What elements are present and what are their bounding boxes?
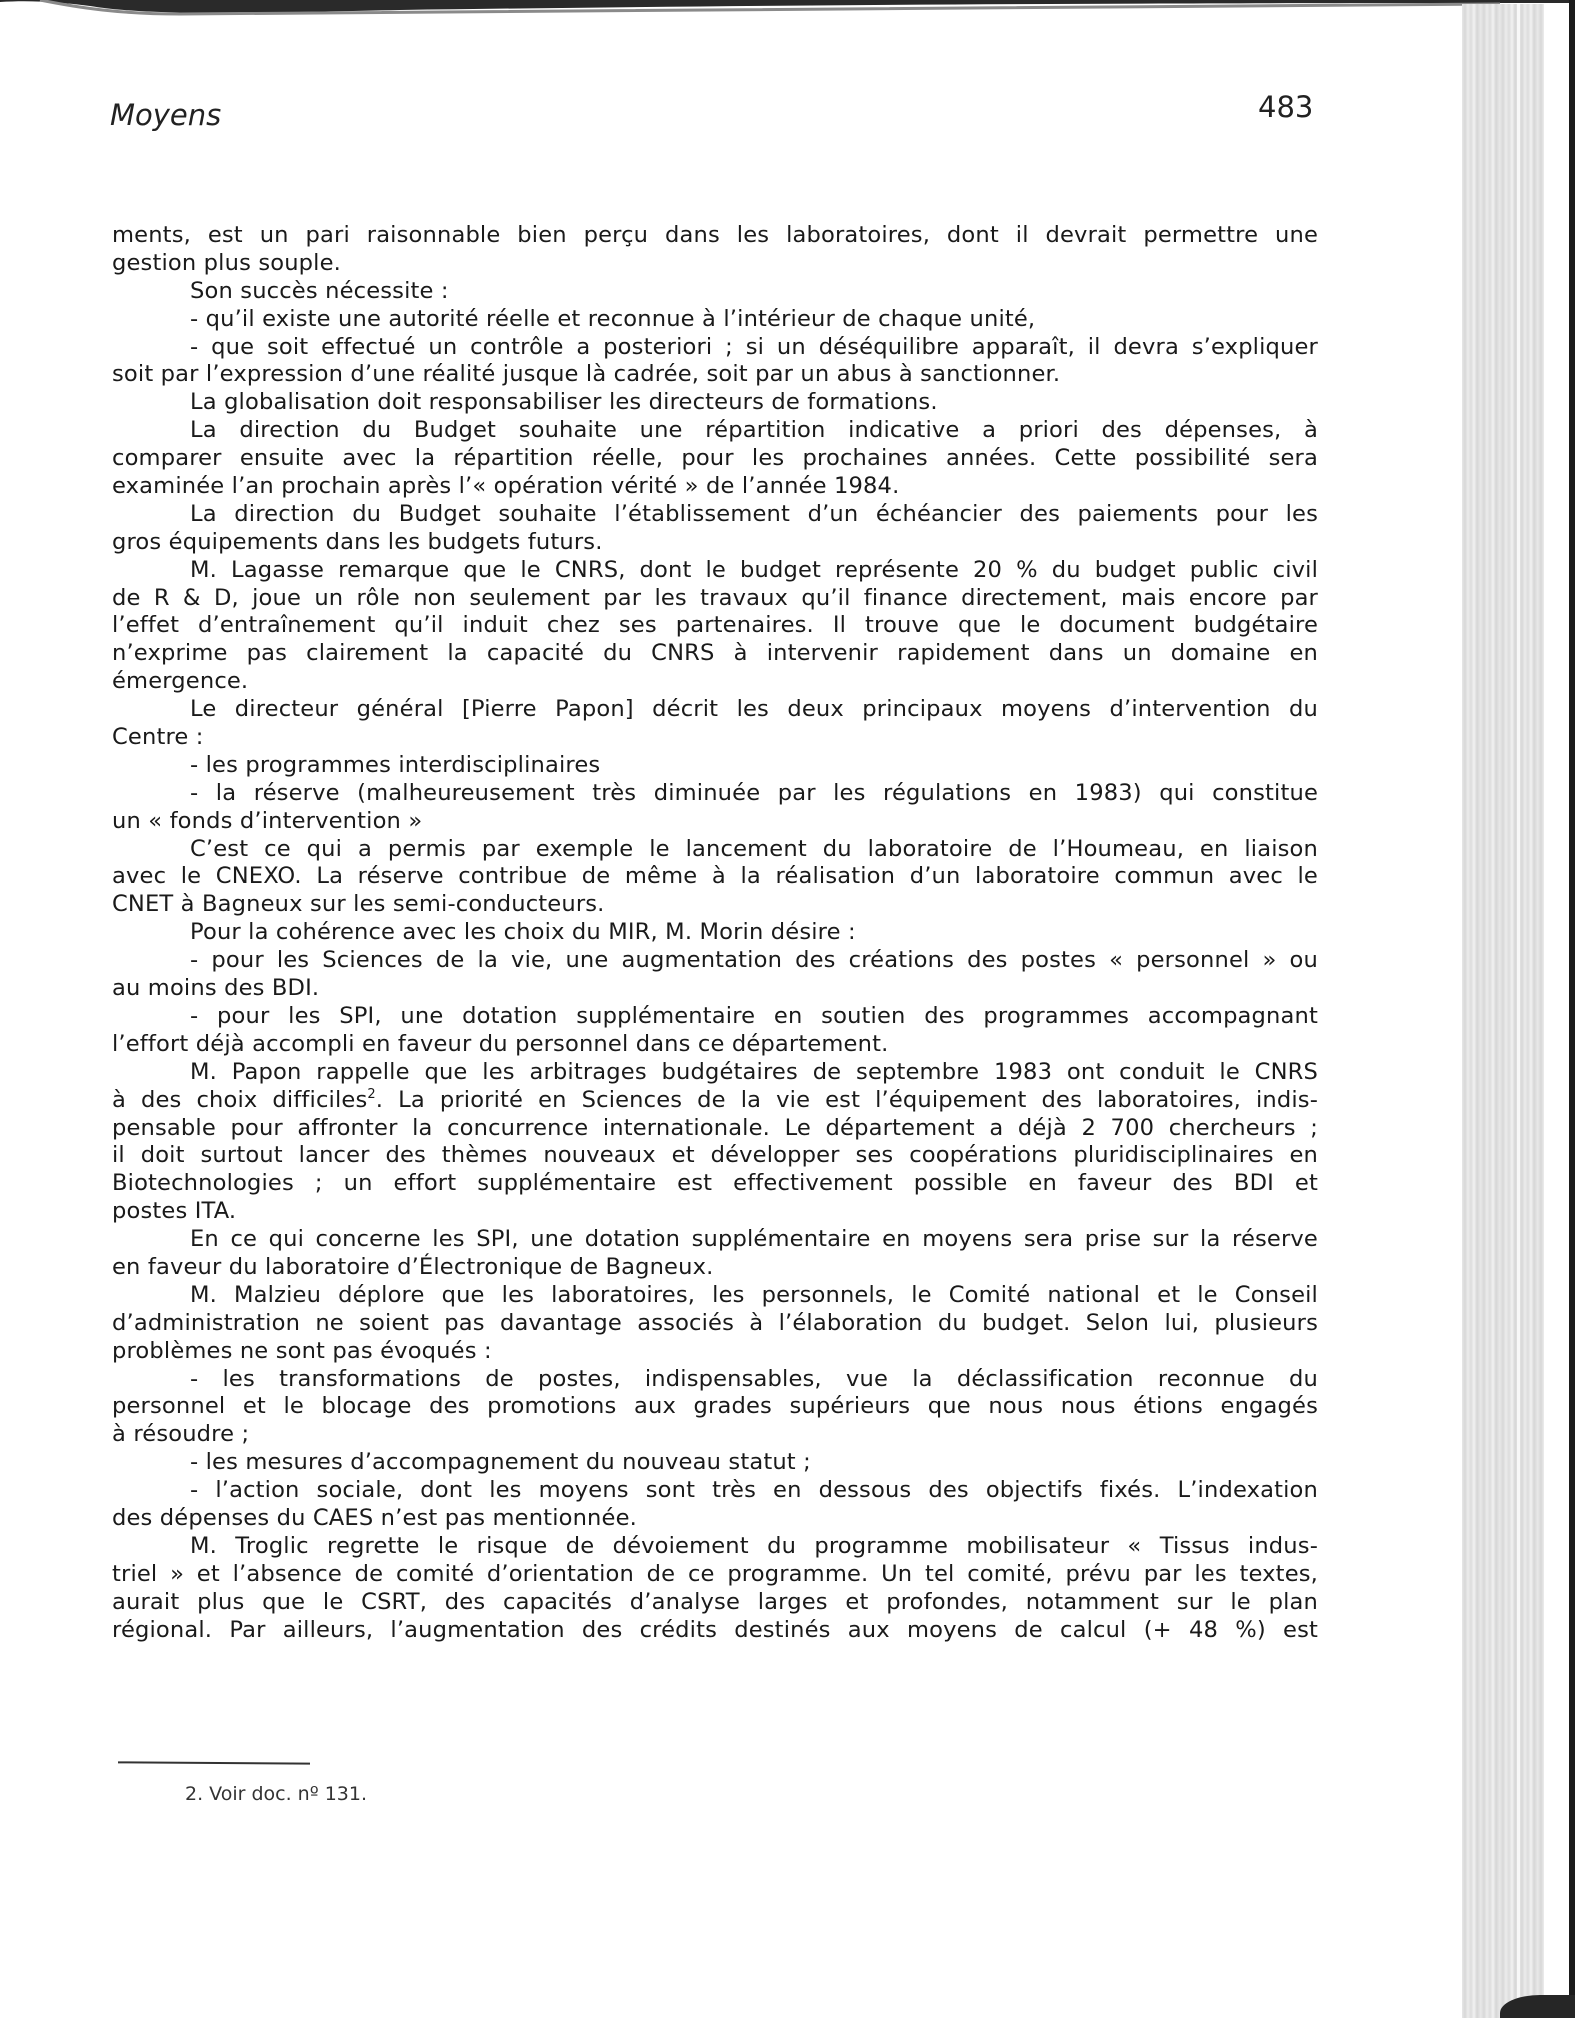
text-line-content: des dépenses du CAES n’est pas mentionnée. — [112, 1504, 637, 1531]
text-line-content: l’effort déjà accompli en faveur du personnel dans ce département. — [112, 1030, 889, 1057]
text-line — [112, 473, 1318, 501]
page-number: 483 — [1258, 90, 1314, 124]
text-line-content: M. Troglic regrette le risque de dévoiement du programme mobilisateur « Tissus indus- — [190, 1532, 1318, 1559]
text-line — [112, 780, 1318, 808]
text-line-content: d’administration ne soient pas davantage associés à l’élaboration du budget. Selon lui, plusieurs — [112, 1309, 1318, 1336]
text-line-content: avec le CNEXO. La réserve contribue de même à la réalisation d’un laboratoire commun avec le — [112, 863, 1318, 890]
text-line — [112, 1310, 1318, 1338]
text-line — [112, 222, 1318, 250]
text-line — [112, 1003, 1318, 1031]
text-line-content: en faveur du laboratoire d’Électronique de Bagneux. — [112, 1253, 714, 1280]
text-line-content: M. Lagasse remarque que le CNRS, dont le budget représente 20 % du budget public civil — [190, 556, 1318, 583]
text-line — [112, 1366, 1318, 1394]
text-line — [112, 1198, 1318, 1226]
text-line-content: n’exprime pas clairement la capacité du CNRS à intervenir rapidement dans un domaine en — [112, 640, 1318, 667]
text-line — [112, 1338, 1318, 1366]
text-line-content: il doit surtout lancer des thèmes nouveaux et développer ses coopérations pluridisciplinaires en — [112, 1142, 1318, 1169]
text-line-content: gros équipements dans les budgets futurs. — [112, 528, 603, 555]
body-text — [112, 222, 1318, 1644]
book-cover-edge — [1569, 0, 1575, 2018]
text-line-content: l’effet d’entraînement qu’il induit chez ses partenaires. Il trouve que le document budgétaire — [112, 612, 1318, 639]
text-line-content: ments, est un pari raisonnable bien perçu dans les laboratoires, dont il devrait permettre une — [112, 222, 1318, 248]
text-line — [112, 278, 1318, 306]
text-line-content: au moins des BDI. — [112, 975, 320, 1002]
text-line — [112, 1449, 1318, 1477]
text-line — [112, 389, 1318, 417]
text-line — [112, 501, 1318, 529]
text-line-content: Biotechnologies ; un effort supplémentaire est effectivement possible en faveur des BDI et — [112, 1170, 1318, 1197]
text-line-content: - les mesures d’accompagnement du nouveau statut ; — [190, 1449, 811, 1476]
text-line-content: - que soit effectué un contrôle a posteriori ; si un déséquilibre apparaît, il devra s’expliquer — [190, 333, 1318, 360]
text-line-content: émergence. — [112, 668, 249, 695]
text-line — [112, 752, 1318, 780]
text-line — [112, 919, 1318, 947]
text-line — [112, 1533, 1318, 1561]
text-line — [112, 640, 1318, 668]
text-line-content: pensable pour affronter la concurrence internationale. Le département a déjà 2 700 chercheurs ; — [112, 1114, 1318, 1141]
text-line-content: soit par l’expression d’une réalité jusque là cadrée, soit par un abus à sanctionner. — [112, 361, 1061, 388]
text-line — [112, 361, 1318, 389]
text-line-content: M. Papon rappelle que les arbitrages budgétaires de septembre 1983 ont conduit le CNRS — [190, 1058, 1318, 1085]
text-line — [112, 557, 1318, 585]
text-line — [112, 306, 1318, 334]
text-line — [112, 1617, 1318, 1645]
text-line-content: gestion plus souple. — [112, 249, 341, 276]
text-line-content: La direction du Budget souhaite l’établissement d’un échéancier des paiements pour les — [190, 500, 1318, 527]
text-line — [112, 1031, 1318, 1059]
text-line — [112, 1115, 1318, 1143]
text-line-content: régional. Par ailleurs, l’augmentation des crédits destinés aux moyens de calcul (+ 48 %) est — [112, 1616, 1318, 1643]
text-line — [112, 250, 1318, 278]
text-line — [112, 334, 1318, 362]
text-line-content: Centre : — [112, 724, 204, 751]
text-line-content: à résoudre ; — [112, 1421, 250, 1448]
text-line-content: C’est ce qui a permis par exemple le lancement du laboratoire de l’Houmeau, en liaison — [190, 835, 1318, 862]
page-stack-edge — [1462, 4, 1544, 2018]
text-line-content: - les transformations de postes, indispensables, vue la déclassification reconnue du — [190, 1365, 1318, 1392]
text-line-content: La direction du Budget souhaite une répartition indicative a priori des dépenses, à — [190, 417, 1318, 444]
text-line — [112, 1561, 1318, 1589]
text-line-content: problèmes ne sont pas évoqués : — [112, 1337, 492, 1364]
text-line-content: postes ITA. — [112, 1198, 237, 1225]
text-line-content: Pour la cohérence avec les choix du MIR, M. Morin désire : — [190, 919, 856, 946]
text-line-content: - pour les Sciences de la vie, une augmentation des créations des postes « personnel » ou — [190, 947, 1318, 974]
text-line-content: En ce qui concerne les SPI, une dotation supplémentaire en moyens sera prise sur la réserve — [190, 1226, 1318, 1253]
text-line — [112, 529, 1318, 557]
text-line — [112, 668, 1318, 696]
text-line — [112, 808, 1318, 836]
text-line — [112, 585, 1318, 613]
text-line — [112, 1589, 1318, 1617]
text-line-tail: . La priorité en Sciences de la vie est l’équipement des laboratoires, indis- — [375, 1086, 1318, 1113]
text-line-content: Le directeur général [Pierre Papon] décrit les deux principaux moyens d’intervention du — [190, 696, 1318, 723]
text-line-content: - qu’il existe une autorité réelle et reconnue à l’intérieur de chaque unité, — [190, 305, 1036, 332]
text-line — [112, 863, 1318, 891]
text-line — [112, 947, 1318, 975]
text-line-content: examinée l’an prochain après l’« opération vérité » de l’année 1984. — [112, 473, 900, 500]
text-line-content: triel » et l’absence de comité d’orientation de ce programme. Un tel comité, prévu par les textes, — [112, 1560, 1318, 1587]
running-head: Moyens — [110, 98, 222, 132]
text-line-content: de R & D, joue un rôle non seulement par les travaux qu’il finance directement, mais encore par — [112, 584, 1318, 611]
text-line-content: La globalisation doit responsabiliser les directeurs de formations. — [190, 389, 938, 416]
footnote-marker[interactable]: 2 — [367, 1086, 376, 1102]
text-line — [112, 1393, 1318, 1421]
text-line — [112, 1282, 1318, 1310]
text-line — [112, 1087, 1318, 1115]
text-line — [112, 1254, 1318, 1282]
text-line-content: M. Malzieu déplore que les laboratoires, les personnels, le Comité national et le Conseil — [190, 1281, 1318, 1308]
text-line — [112, 612, 1318, 640]
text-line — [112, 417, 1318, 445]
page-top-edge — [0, 0, 1575, 22]
text-line — [112, 1142, 1318, 1170]
text-line — [112, 445, 1318, 473]
text-line — [112, 1505, 1318, 1533]
text-line — [112, 1170, 1318, 1198]
text-line — [112, 891, 1318, 919]
footnote: 2. Voir doc. nº 131. — [185, 1783, 367, 1805]
text-line-content: CNET à Bagneux sur les semi-conducteurs. — [112, 891, 605, 918]
text-line — [112, 1059, 1318, 1087]
text-line — [112, 1226, 1318, 1254]
text-line — [112, 836, 1318, 864]
text-line-content: - l’action sociale, dont les moyens sont très en dessous des objectifs fixés. L’indexation — [190, 1477, 1318, 1504]
text-line-content: - les programmes interdisciplinaires — [190, 751, 601, 778]
text-line-content: - la réserve (malheureusement très diminuée par les régulations en 1983) qui constitue — [190, 779, 1318, 806]
text-line — [112, 1421, 1318, 1449]
text-line — [112, 975, 1318, 1003]
text-line — [112, 696, 1318, 724]
text-line-content: - pour les SPI, une dotation supplémentaire en soutien des programmes accompagnant — [190, 1002, 1318, 1029]
footnote-rule — [118, 1761, 310, 1764]
text-line-content: à des choix difficiles — [112, 1086, 368, 1113]
text-line-content: comparer ensuite avec la répartition réelle, pour les prochaines années. Cette possibilité sera — [112, 445, 1318, 472]
text-line-content: personnel et le blocage des promotions aux grades supérieurs que nous nous étions engagés — [112, 1393, 1318, 1420]
text-line-content: Son succès nécessite : — [190, 277, 449, 304]
text-line — [112, 724, 1318, 752]
text-line-content: aurait plus que le CSRT, des capacités d’analyse larges et profondes, notamment sur le plan — [112, 1588, 1318, 1615]
text-line — [112, 1477, 1318, 1505]
text-line-content: un « fonds d’intervention » — [112, 807, 423, 834]
